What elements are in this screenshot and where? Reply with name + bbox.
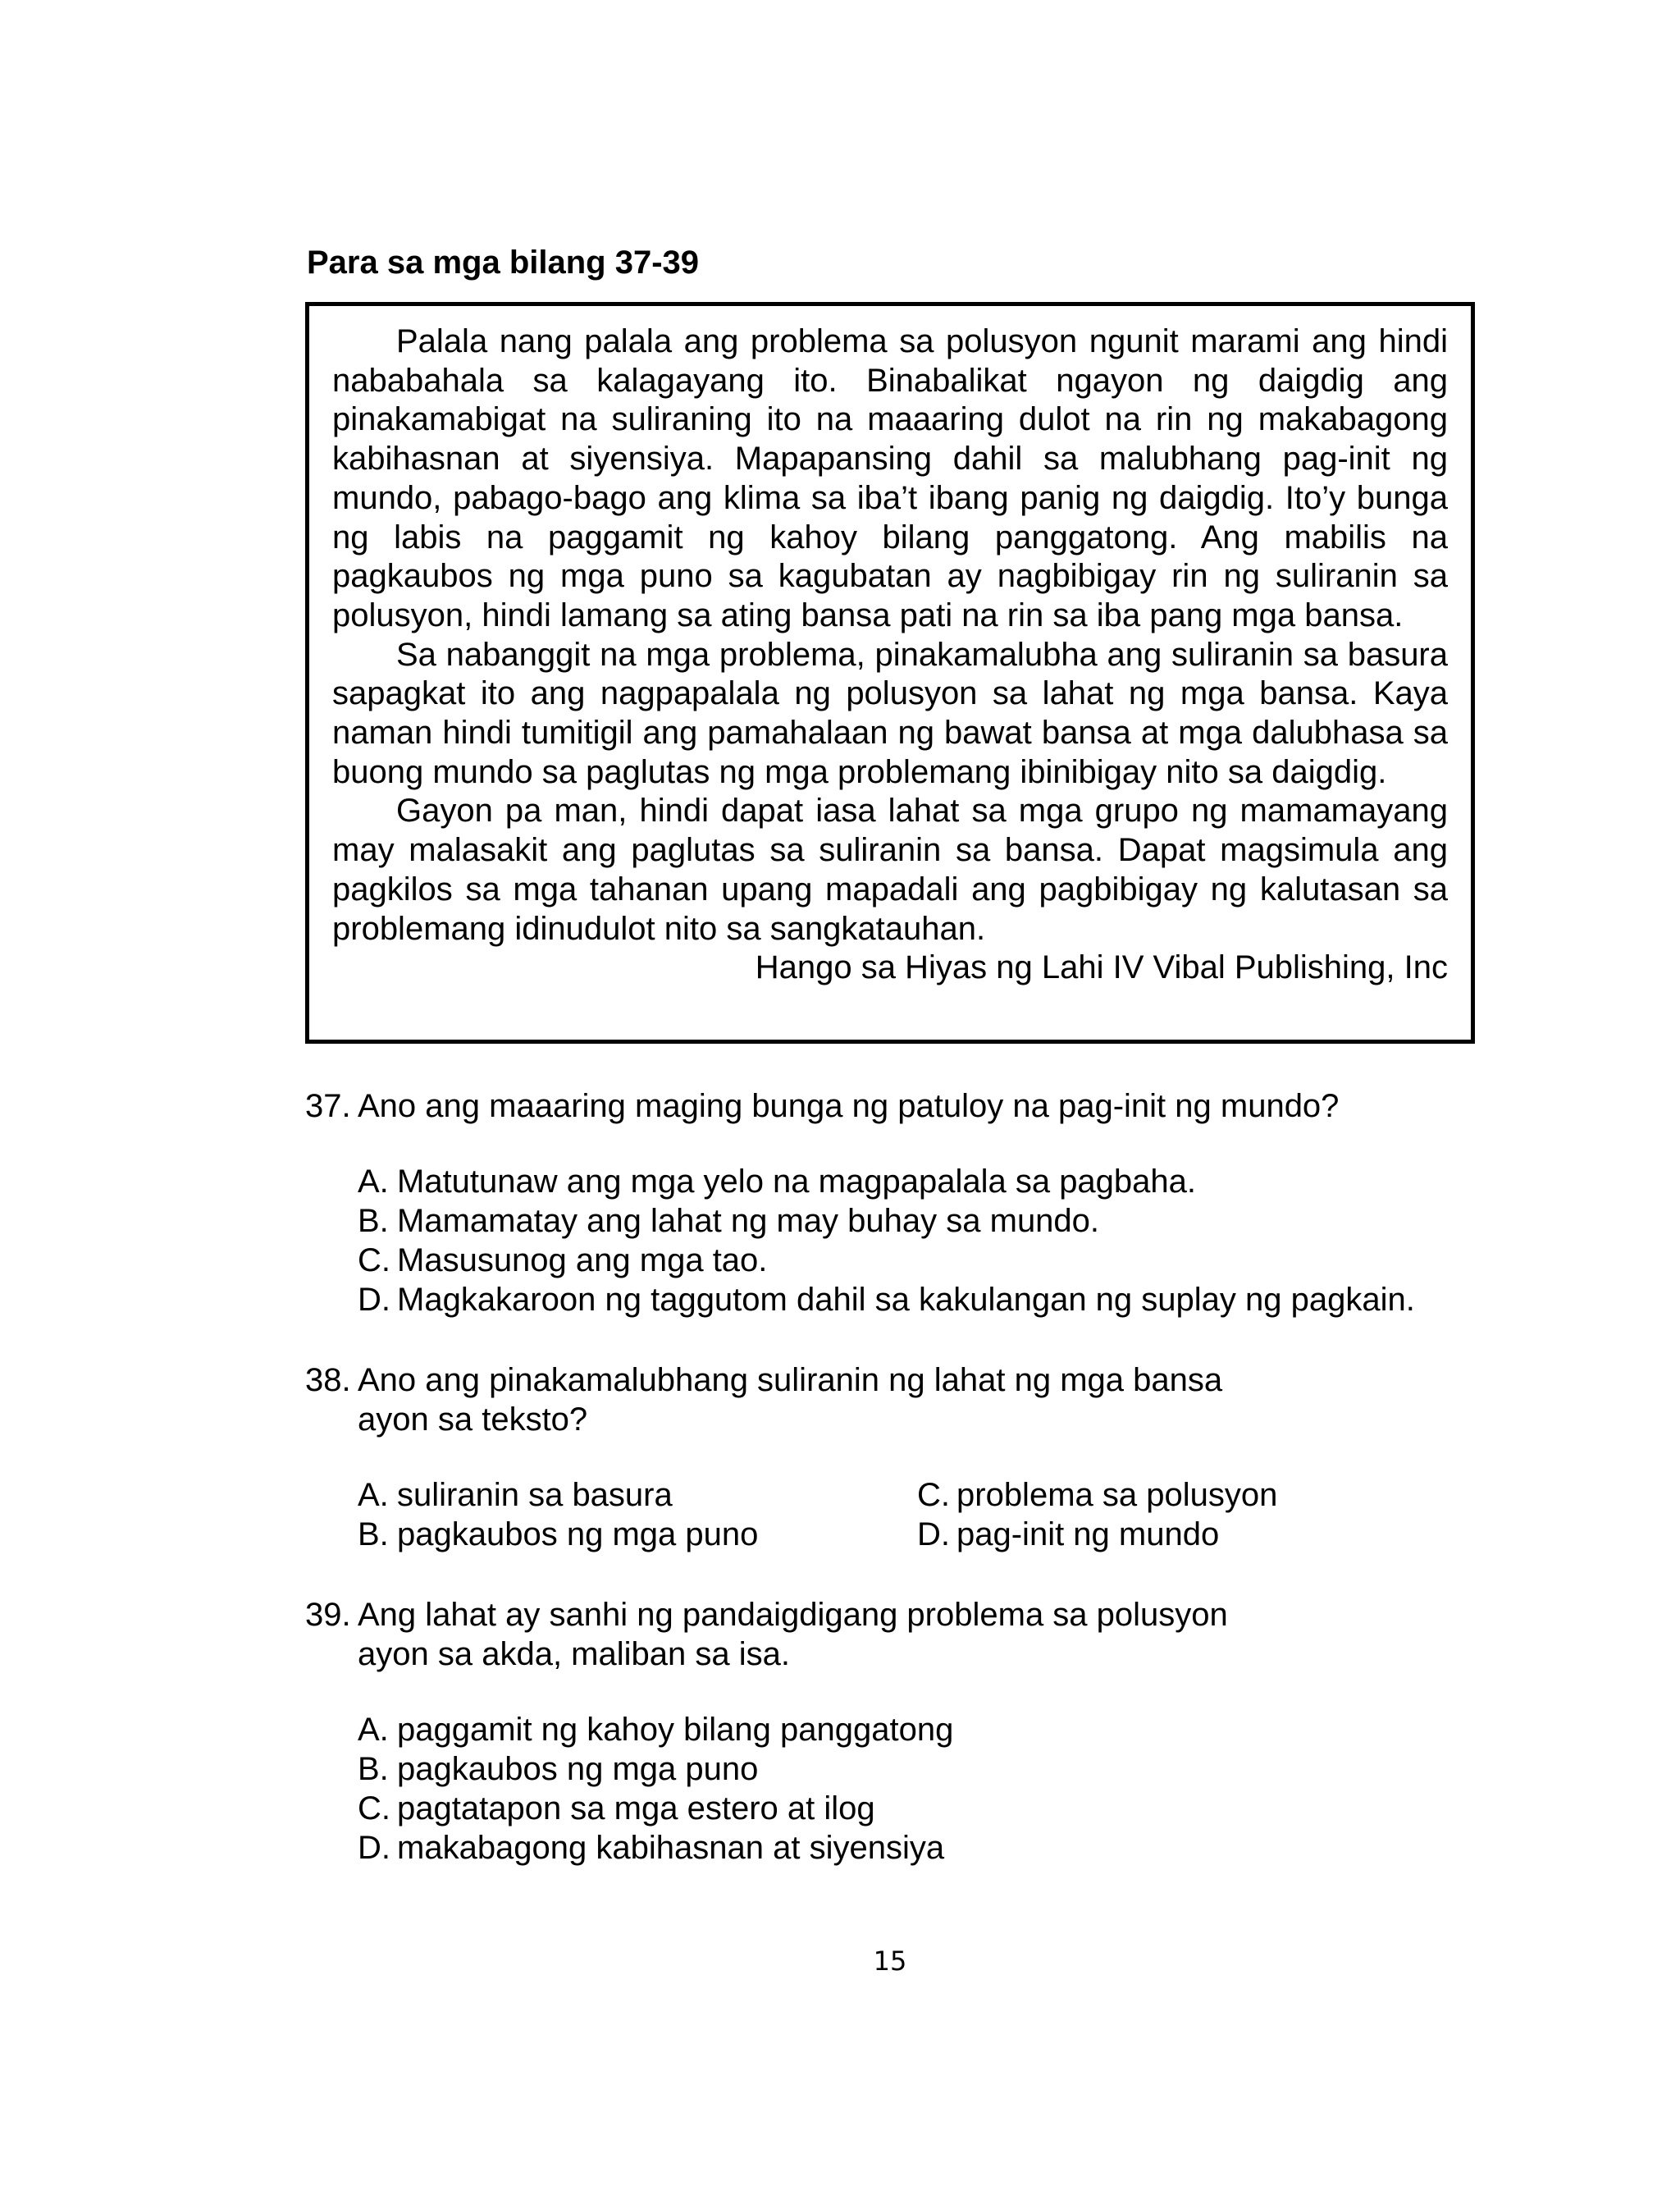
passage-paragraph-1: Palala nang palala ang problema sa polusyon ngunit marami ang hindi nababahala sa kalagayang ito. Binabalikat ngayon ng daigdig ang pinakamabigat na suliraning ito na maaaring dulot na rin ng makabagong kabihasnan at siyensiya. Mapapansing dahil sa malubhang pag-init ng mundo, pabago-bago ang klima sa iba’t ibang panig ng daigdig. Ito’y bunga ng labis na paggamit ng kahoy bilang panggatong. Ang mabilis na pagkaubos ng mga puno sa kagubatan ay nagbibigay rin ng suliranin sa polusyon, hindi lamang sa ating bansa pati na rin sa iba pang mga bansa. xyxy=(332,323,1448,633)
choice-text: pag-init ng mundo xyxy=(956,1516,1220,1552)
reading-passage-box xyxy=(305,302,1475,1044)
question-text-line-1: Ang lahat ay sanhi ng pandaigdigang problema sa polusyon xyxy=(358,1597,1228,1633)
choice-list xyxy=(358,1710,1475,1868)
question-text: Ano ang maaaring maging bunga ng patuloy na pag-init ng mundo? xyxy=(358,1088,1340,1124)
question-number: 39. xyxy=(305,1597,351,1633)
passage-paragraph-3: Gayon pa man, hindi dapat iasa lahat sa mga grupo ng mamamayang may malasakit ang paglutas sa suliranin sa bansa. Dapat magsimula ang pagkilos sa mga tahanan upang mapadali ang pagbibigay ng kalutasan sa problemang idinudulot nito sa sangkatauhan. xyxy=(332,793,1448,947)
choice-letter: C. xyxy=(358,1242,390,1278)
choice-c xyxy=(358,1241,1475,1280)
choice-text: makabagong kabihasnan at siyensiya xyxy=(397,1830,945,1866)
question-text-line-1: Ano ang pinakamalubhang suliranin ng lahat ng mga bansa xyxy=(358,1362,1223,1398)
passage-paragraph-2: Sa nabanggit na mga problema, pinakamalubha ang suliranin sa basura sapagkat ito ang nagpapalala ng polusyon sa lahat ng mga bansa. Kaya naman hindi tumitigil ang pamahalaan ng bawat bansa at mga dalubhasa sa buong mundo sa paglutas ng mga problemang ibinibigay nito sa daigdig. xyxy=(332,636,1448,790)
choice-c xyxy=(917,1475,1327,1515)
choice-a xyxy=(358,1710,1475,1749)
choice-text: suliranin sa basura xyxy=(397,1477,673,1513)
choice-text: Matutunaw ang mga yelo na magpapalala sa pagbaha. xyxy=(397,1164,1197,1200)
choice-a xyxy=(358,1475,917,1515)
question-number: 37. xyxy=(305,1088,351,1124)
question-37 xyxy=(305,1086,1475,1319)
choice-text: pagkaubos ng mga puno xyxy=(397,1751,759,1787)
choice-a xyxy=(358,1162,1475,1201)
choice-letter: A. xyxy=(358,1477,389,1513)
choice-b xyxy=(358,1515,917,1554)
choice-letter: C. xyxy=(358,1790,390,1827)
choice-letter: B. xyxy=(358,1751,389,1787)
choice-letter: D. xyxy=(917,1516,950,1552)
choice-text: Mamamatay ang lahat ng may buhay sa mundo. xyxy=(397,1203,1100,1239)
choice-b xyxy=(358,1201,1475,1241)
choice-letter: B. xyxy=(358,1516,389,1552)
page-number: 15 xyxy=(873,1945,907,1977)
choice-b xyxy=(358,1749,1475,1789)
choice-text: pagkaubos ng mga puno xyxy=(397,1516,759,1552)
question-text-line-2: ayon sa teksto? xyxy=(358,1401,588,1438)
choice-text: Magkakaroon ng taggutom dahil sa kakulangan ng suplay ng pagkain. xyxy=(397,1282,1415,1318)
choice-letter: A. xyxy=(358,1164,389,1200)
choice-text: pagtatapon sa mga estero at ilog xyxy=(397,1790,875,1827)
choice-d xyxy=(917,1515,1327,1554)
choice-list xyxy=(358,1162,1475,1319)
choice-letter: B. xyxy=(358,1203,389,1239)
choice-c xyxy=(358,1789,1475,1828)
choice-letter: D. xyxy=(358,1830,390,1866)
choice-d xyxy=(358,1280,1475,1319)
question-number: 38. xyxy=(305,1362,351,1398)
section-heading: Para sa mga bilang 37-39 xyxy=(307,245,700,281)
choice-letter: D. xyxy=(358,1282,390,1318)
choice-text: Masusunog ang mga tao. xyxy=(397,1242,768,1278)
choice-letter: A. xyxy=(358,1712,389,1748)
choice-text: paggamit ng kahoy bilang panggatong xyxy=(397,1712,954,1748)
question-38 xyxy=(305,1360,1475,1554)
choice-grid xyxy=(358,1475,1475,1554)
choice-text: problema sa polusyon xyxy=(956,1477,1278,1513)
choice-d xyxy=(358,1828,1475,1868)
question-text xyxy=(358,1595,1475,1674)
question-text xyxy=(358,1360,1475,1439)
question-39 xyxy=(305,1595,1475,1868)
choice-letter: C. xyxy=(917,1477,950,1513)
passage-source-citation: Hango sa Hiyas ng Lahi IV Vibal Publishing, Inc xyxy=(755,949,1448,986)
question-text-line-2: ayon sa akda, maliban sa isa. xyxy=(358,1636,790,1672)
